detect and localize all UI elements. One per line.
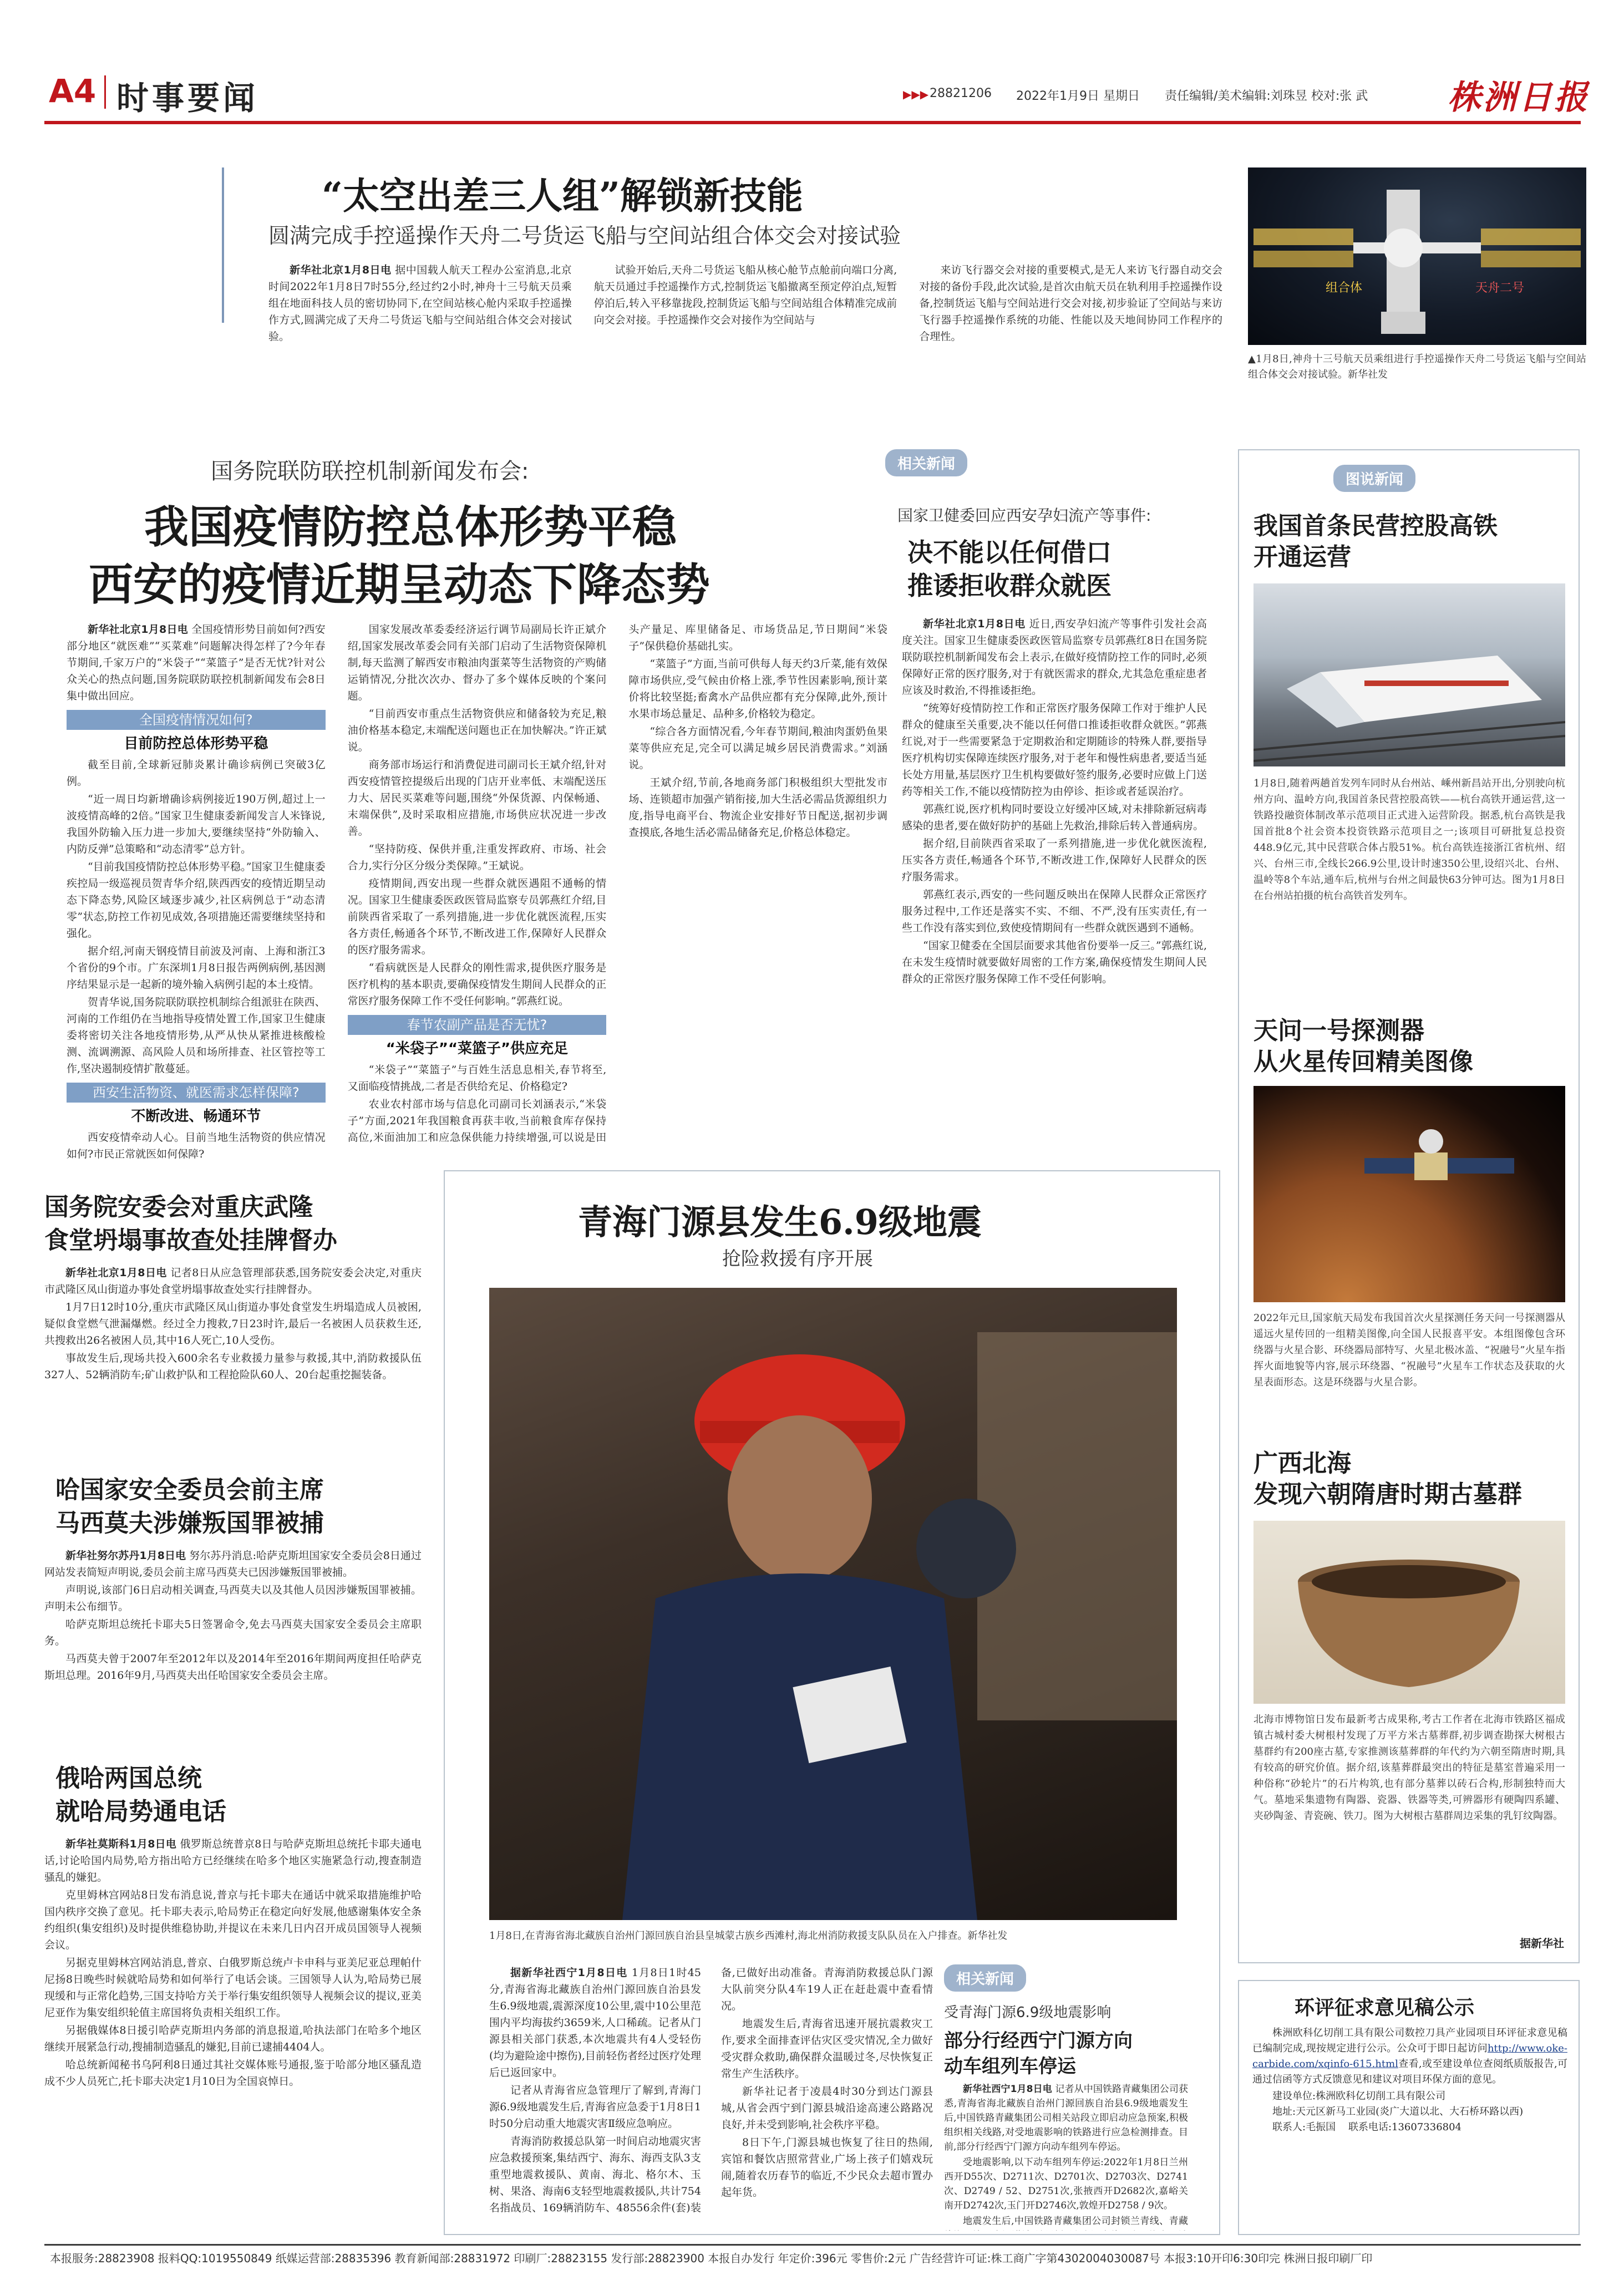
issue-date: 2022年1月9日 星期日 — [1016, 89, 1140, 103]
covid-p8: 国家发展改革委委经济运行调节局副局长许正斌介绍,国家发展改革委会同有关部门启动了生活物资保障机制,每天监测了解西安市粮油肉蛋菜等生活物资的产购储运销情况,分批次次办、督办了多个媒体反映的个案问题。 — [347, 623, 607, 702]
phone-icon: ▶▶▶ — [903, 88, 929, 101]
related1-p1: 近日,西安孕妇流产等事件引发社会高度关注。国家卫生健康委医政医管局监察专员郭燕红8日在国务院联防联控机制新闻发布会上表示,在做好疫情防控工作的同时,必须保障好正常的医疗服务,对于有就医需求的群众,尤其急危重症患者应该及时救治,不得推诿拒绝。 — [902, 618, 1207, 697]
related2-p2: 受地震影响,以下动车组列车停运:2022年1月8日兰州西开D55次、D2711次、D2701次、D2703次、D2741次、D2749 / 52、D2751次,张掖西开D2682次,嘉峪关南开D2742次,玉门开D2746次,敦煌开D2758 / 9次。 — [944, 2157, 1188, 2211]
quake-dateline: 据新华社西宁1月8日电 — [510, 1967, 628, 1979]
train-drawing — [1253, 583, 1565, 766]
quake-p1: 1月8日1时45分,青海省海北藏族自治州门源回族自治县发生6.9级地震,震源深度10公里,震中10公里范围内平均海拔约3659米,人口稀疏。记者从门源县相关部门获悉,本次地震共有4人受轻伤(均为避险途中擦伤),目前轻伤者经过医疗处理后已返回家中。 — [489, 1967, 701, 2079]
covid-p17: “综合各方面情况看,今年春节期间,粮油肉蛋奶鱼果菜等供应充足,完全可以满足城乡居民消费需求。”刘涵说。 — [628, 725, 887, 771]
pottery-photo — [1253, 1521, 1565, 1704]
notice-body — [1252, 2025, 1567, 2135]
covid-headline-1: 我国疫情防控总体形势平稳 — [144, 501, 677, 553]
mars-caption: 2022年元旦,国家航天局发布我国首次火星探测任务天问一号探测器从遥远火星传回的一组精美图像,向全国人民报喜平安。本组图像包含环绕器与火星合影、环绕器局部特写、火星北极冰盖、“祝融号”火星车指挥火面地貌等内容,展示环绕器、“祝融号”火星车工作状态及获取的火星表面形态。这是环绕器与火星合影。 — [1253, 1312, 1565, 1388]
space-station-photo — [1248, 167, 1586, 345]
covid-p18: 王斌介绍,节前,各地商务部门积极组织大型批发市场、连锁超市加强产销衔接,加大生活必需品货源组织力度,指导电商平台、物流企业安排好节日配送,据初步调查摸底,各地生活必需品储备充足,价格总体稳定。 — [628, 776, 887, 839]
quake-body — [489, 1964, 933, 2225]
related1-body — [902, 616, 1207, 1165]
related1-p2: “统筹好疫情防控工作和正常医疗服务保障工作对于维护人民群众的健康至关重要,决不能以任何借口推诿拒收群众就医。”郭燕红说,对于一些需要紧急于定期救治和定期随诊的特殊人群,要指导医疗机构切实保障连续医疗服务,对于老年和慢性病患者,要适当延长处方用量,基层医疗卫生机构要做好签约服务,必要时应做上门送药等相关工作,不能以疫情防控为由停诊、拒诊或者延误治疗。 — [902, 702, 1207, 798]
newspaper-logo: 株洲日报 — [1448, 78, 1590, 117]
related2-headline-1: 部分行经西宁门源方向 — [944, 2030, 1133, 2052]
notice-contact-2: 地址:天元区新马工业园(炎广大道以北、大石桥环路以西) — [1272, 2106, 1524, 2117]
orbiter-drawing — [1253, 1086, 1565, 1302]
photo-news-tag: 图说新闻 — [1333, 465, 1415, 492]
related2-headline-2: 动车组列车停运 — [944, 2055, 1076, 2078]
safety-story — [44, 1187, 422, 1420]
quake-p3: 青海消防救援总队第一时间启动地震灾害应急救援预案,集结西宁、海东、海西支队3支重型地震救援队、黄南、海北、格尔木、玉树、果洛、海南6支轻型地震救援队,共计754名指战员、169辆消防车、48556余件(套)装备,已做好出动准备。青海消防救援总队门源大队前突分队4车19人正在赶赴震中查看情况。 — [489, 1967, 933, 2214]
russia-p4: 另据俄媒体8日援引哈萨克斯坦内务部的消息报道,哈执法部门在哈多个地区继续开展紧急行动,搜捕制造骚乱的嫌犯,目前已逮捕4404人。 — [44, 2024, 422, 2053]
quake-p2: 记者从青海省应急管理厅了解到,青海门源6.9级地震发生后,青海省应急委于1月8日1时50分启动重大地震灾害Ⅱ级应急响应。 — [489, 2084, 701, 2130]
quake-p6: 8日下午,门源县城也恢复了往日的热闹,宾馆和餐饮店照常营业,广场上孩子们嬉戏玩闹,随着农历春节的临近,不少民众去超市置办起年货。 — [721, 2136, 933, 2198]
russia-p2: 克里姆林宫网站8日发布消息说,普京与托卡耶夫在通话中就采取措施维护哈国内秩序交换了意见。托卡耶夫表示,哈局势正在稳定向好发展,他感谢集体安全条约组织(集安组织)及时提供维稳协助,并提议在未来几日内召开成员国领导人视频会议。 — [44, 1889, 422, 1951]
quake-subtitle: 抢险救援有序开展 — [722, 1248, 873, 1270]
covid-body — [67, 621, 887, 1165]
russia-headline-1: 俄哈两国总统 — [55, 1764, 202, 1792]
notice-p1: 株洲欧科亿切削工具有限公司数控刀具产业园项目环评征求意见稿已编制完成,现按规定进行公示。公众可于即日起访问 — [1252, 2027, 1567, 2054]
related1-dateline: 新华社北京1月8日电 — [923, 618, 1026, 630]
railway-photo — [1253, 583, 1565, 766]
pottery-drawing — [1253, 1521, 1565, 1704]
safety-headline-2: 食堂坍塌事故查处挂牌督办 — [44, 1226, 337, 1255]
space-dateline: 新华社北京1月8日电 — [290, 264, 392, 276]
footer-rule — [44, 2244, 1581, 2246]
space-headline: “太空出差三人组”解锁新技能 — [322, 174, 803, 217]
covid-p6: 贺青华说,国务院联防联控机制综合组派驻在陕西、河南的工作组仍在当地指导疫情处置工作,国家卫生健康委将密切关注各地疫情形势,从严从快从紧推进核酸检测、流调溯源、高风险人员和场所排查、社区管控等工作,坚决遏制疫情扩散蔓延。 — [67, 996, 326, 1075]
space-col3: 来访飞行器交会对接的重要模式,是无人来访飞行器自动交会对接的备份手段,此次试验,是首次由航天员在轨利用手控遥操作设备,控制货运飞船与空间站进行交会对接,初步验证了空间站与来访飞行器手控遥操作系统的功能、性能以及天地间协同工作程序的合理性。 — [919, 264, 1222, 343]
notice-contact-4: 联系电话:13607336804 — [1348, 2121, 1462, 2133]
notice-contact-1: 建设单位:株洲欧科亿切削工具有限公司 — [1272, 2090, 1446, 2102]
covid-kicker: 国务院联防联控机制新闻发布会: — [211, 459, 529, 484]
related1-kicker: 国家卫健委回应西安孕妇流产等事件: — [897, 506, 1151, 525]
related1-headline-1: 决不能以任何借口 — [907, 537, 1112, 567]
covid-dateline: 新华社北京1月8日电 — [88, 623, 189, 636]
safety-p3: 事故发生后,现场共投入600余名专业救援力量参与救援,其中,消防救援队伍327人、52辆消防车;矿山救护队和工程抢险队60人、20台起重挖掘装备。 — [44, 1352, 422, 1381]
quake-p4: 地震发生后,青海省迅速开展抗震救灾工作,要求全面排查评估灾区受灾情况,全力做好受灾群众救助,确保群众温暖过冬,尽快恢复正常生产生活秩序。 — [721, 2018, 933, 2080]
safety-p1: 记者8日从应急管理部获悉,国务院安委会决定,对重庆市武隆区凤山街道办事处食堂坍塌事故查处实行挂牌督办。 — [44, 1267, 422, 1296]
photo-news-sidebar — [1238, 449, 1580, 1963]
covid-headline-2: 西安的疫情近期呈动态下降态势 — [89, 558, 710, 611]
related1-p4: 据介绍,目前陕西省采取了一系列措施,进一步优化就医流程,压实各方责任,畅通各个环节,不断改进工作,保障好人民群众的医疗服务需求。 — [902, 837, 1207, 883]
mars-headline-1: 天问一号探测器 — [1253, 1017, 1424, 1045]
kazakh-dateline: 新华社努尔苏丹1月8日电 — [65, 1550, 186, 1562]
notice-p1b: 查看,或至建设单位查阅纸质版报告,可通过信函等方式反馈意见和建议对项目环保方面的意见。 — [1252, 2058, 1567, 2085]
russia-headline-2: 就哈局势通电话 — [55, 1797, 226, 1826]
covid-p7: 西安疫情牵动人心。目前当地生活物资的供应情况如何?市民正常就医如何保障? — [67, 1131, 326, 1160]
safety-p2: 1月7日12时10分,重庆市武隆区凤山街道办事处食堂发生坍塌造成人员被困,疑似食堂燃气泄漏爆燃。经过全力搜救,7日23时许,最后一名被困人员获救生还,共搜救出26名被困人员,其中16人死亡,10人受伤。 — [44, 1301, 422, 1347]
safety-dateline: 新华社北京1月8日电 — [65, 1267, 167, 1279]
covid-p15: 农业农村部市场与信息化司副司长刘涵表示,“米袋子”方面,2021年我国粮食再获丰收,当前粮食库存保持高位,米面油加工和应急保供能力持续增强,可以说是田头产量足、库里储备足、市场货品足,节日期间“米袋子”保供稳价基础扎实。 — [347, 623, 887, 1144]
kazakh-p2: 声明说,该部门6日启动相关调查,马西莫夫以及其他人员因涉嫌叛国罪被捕。声明未公布细节。 — [44, 1584, 422, 1613]
covid-box-3: 春节农副产品是否无忧? — [348, 1015, 607, 1035]
covid-p1: 全国疫情形势目前如何?西安部分地区“就医难”“买菜难”问题解决得怎样了?今年春节期间,千家万户的“米袋子”“菜篮子”是否无忧?针对公众关心的热点问题,国务院联防联控机制新闻发布会8日集中做出回应。 — [67, 623, 326, 702]
space-station-drawing — [1248, 167, 1586, 345]
eia-notice — [1238, 1980, 1580, 2235]
russia-p1: 俄罗斯总统普京8日与哈萨克斯坦总统托卡耶夫通电话,讨论哈国内局势,哈方指出哈方已经继续在哈多个地区实施紧急行动,搜查制造骚乱的嫌犯。 — [44, 1838, 422, 1883]
rescuer-drawing — [489, 1288, 1177, 1920]
russia-body — [44, 1836, 422, 2224]
kazakh-p3: 哈萨克斯坦总统托卡耶夫5日签署命令,免去马西莫夫国家安全委员会主席职务。 — [44, 1618, 422, 1647]
covid-p16: “菜篮子”方面,当前可供每人每天约3斤菜,能有效保障市场供应,受气候由价格上涨,季节性因素影响,预计菜价将比较坚挺;畜禽水产品供应都有充分保障,此外,预计水果市场总量足、品种多,价格较为稳定。 — [628, 658, 887, 720]
quake-photo — [489, 1288, 1177, 1920]
label-combo: 组合体 — [1326, 281, 1363, 295]
related1-headline-2: 推诿拒收群众就医 — [907, 571, 1112, 601]
label-tianzhou: 天舟二号 — [1475, 281, 1525, 295]
kazakh-headline-2: 马西莫夫涉嫌叛国罪被捕 — [55, 1509, 324, 1537]
notice-contact-3: 联系人:毛振国 — [1272, 2121, 1336, 2133]
quake-caption: 1月8日,在青海省海北藏族自治州门源回族自治县皇城蒙古族乡西滩村,海北州消防救援支队队员在入户排查。新华社发 — [489, 1930, 1008, 1942]
related2-dateline: 新华社西宁1月8日电 — [963, 2084, 1052, 2095]
covid-story — [44, 444, 896, 1170]
covid-p14: “米袋子”“菜篮子”与百姓生活息息相关,春节将至,又面临疫情挑战,二者是否供给充足、价格稳定? — [347, 1064, 607, 1093]
masthead — [0, 0, 1624, 128]
related1-p5: 郭燕红表示,西安的一些问题反映出在保障人民群众正常医疗服务过程中,工作还是落实不实、不细、不严,没有压实责任,有一些工作没有落实到位,致使疫情期间有一些群众就医遇到不通畅。 — [902, 888, 1207, 934]
railway-headline-1: 我国首条民营控股高铁 — [1253, 512, 1498, 540]
kazakh-story — [44, 1470, 422, 1764]
railway-caption: 1月8日,随着两趟首发列车同时从台州站、嵊州新昌站开出,分别驶向杭州方向、温岭方向,我国首条民营控股高铁——杭台高铁开通运营,这一铁路投融资体制改革示范项目正式进入运营阶段。据悉,杭台高铁是我国首批8个社会资本投资铁路示范项目之一;该项目可研批复总投资448.9亿元,其中民营联合体占股51%。杭台高铁连接浙江省杭州、绍兴、台州三市,全线长266.9公里,设计时速350公里,设绍兴北、台州、温岭等8个车站,通车后,杭州与台州之间最快63分钟可达。图为1月8日在台州站拍摄的杭台高铁首发列车。 — [1253, 778, 1565, 902]
kazakh-headline-1: 哈国家安全委员会前主席 — [55, 1476, 324, 1504]
notice-title: 环评征求意见稿公示 — [1295, 1996, 1475, 2019]
space-body — [268, 262, 1222, 428]
quake-story — [444, 1170, 1220, 2235]
section-name: 时事要闻 — [116, 79, 259, 117]
kazakh-p1: 努尔苏丹消息:哈萨克斯坦国家安全委员会8日通过网站发表简短声明说,委员会前主席马西莫夫已因涉嫌叛国罪被捕。 — [44, 1550, 422, 1578]
related-tag-1: 相关新闻 — [885, 449, 967, 476]
phone-number: 28821206 — [930, 87, 992, 100]
tomb-headline-2: 发现六朝隋唐时期古墓群 — [1253, 1480, 1522, 1509]
covid-sub-2: 不断改进、畅通环节 — [131, 1108, 261, 1125]
space-caption: ▲1月8日,神舟十三号航天员乘组进行手控遥操作天舟二号货运飞船与空间站组合体交会对接试验。新华社发 — [1248, 353, 1586, 380]
related-tag-2: 相关新闻 — [944, 1964, 1026, 1992]
related-news-1 — [885, 449, 1218, 1165]
covid-p5: 据介绍,河南天钢疫情目前波及河南、上海和浙江3个省份的9个市。广东深圳1月8日报告两例病例,基因测序结果显示是一起新的境外输入病例引起的本土疫情。 — [67, 945, 326, 991]
covid-p10: 商务部市场运行和消费促进司副司长王斌介绍,针对西安疫情管控提级后出现的门店开业率低、末端配送压力大、居民买菜难等问题,围绕“外保货源、内保畅通、末端保供”,及时采取相应措施,市场供应状况进一步改善。 — [347, 759, 607, 837]
quake-headline: 青海门源县发生6.9级地震 — [578, 1202, 982, 1242]
masthead-rule — [44, 121, 1581, 124]
related1-p6: “国家卫健委在全国层面要求其他省份要举一反三。”郭燕红说,在未发生疫情时就要做好周密的工作方案,确保疫情发生期间人民群众的正常医疗服务保障工作不受任何影响。 — [902, 940, 1207, 985]
covid-p2: 截至目前,全球新冠肺炎累计确诊病例已突破3亿例。 — [67, 759, 326, 788]
space-story — [222, 145, 1586, 445]
space-subtitle: 圆满完成手控遥操作天舟二号货运飞船与空间站组合体交会对接试验 — [268, 224, 901, 248]
covid-sub-1: 目前防控总体形势平稳 — [124, 735, 268, 752]
mars-photo — [1253, 1086, 1565, 1302]
covid-p3: “近一周日均新增确诊病例接近190万例,超过上一波疫情高峰的2倍。”国家卫生健康委新闻发言人米锋说,我国外防输入压力进一步加大,要继续坚持“外防输入、内防反弹”总策略和“动态清零”总方针。 — [67, 793, 326, 855]
related1-p3: 郭燕红说,医疗机构同时要设立好缓冲区域,对未排除新冠病毒感染的患者,要在做好防护的基础上先救治,排除后转入普通病房。 — [902, 803, 1207, 832]
space-col1: 据中国载人航天工程办公室消息,北京时间2022年1月8日7时55分,经过约2小时,神舟十三号航天员乘组在地面科技人员的密切协同下,在空间站核心舱内采取手控遥操作方式,圆满完成了天舟二号货运飞船与空间站组合体交会对接试验。 — [268, 264, 572, 343]
masthead-divider — [104, 75, 106, 109]
covid-p13: “看病就医是人民群众的刚性需求,提供医疗服务是医疗机构的基本职责,要确保疫情发生期间人民群众的正常医疗服务保障工作不受任何影响。”郭燕红说。 — [347, 962, 607, 1007]
editors: 责任编辑/美术编辑:刘珠昱 校对:张 武 — [1165, 89, 1368, 103]
page-code: A4 — [49, 72, 97, 110]
quake-p5: 新华社记者于凌晨4时30分到达门源县城,从省会西宁到门源县城沿途高速公路路况良好,并未受到影响,社会秩序平稳。 — [721, 2085, 933, 2131]
russia-p5: 哈总统新闻秘书乌阿利8日通过其社交媒体账号通报,鉴于哈部分地区骚乱造成不少人员死亡,托卡耶夫决定1月10日为全国哀悼日。 — [44, 2059, 422, 2088]
space-left-rule — [222, 167, 224, 323]
notice-link[interactable]: http://www.oke-carbide.com/xqinfo-615.html — [1252, 2043, 1567, 2070]
kazakh-p4: 马西莫夫曾于2007年至2012年以及2014年至2016年期间两度担任哈萨克斯坦总理。2016年9月,马西莫夫出任哈国家安全委员会主席。 — [44, 1653, 422, 1682]
related2-body — [944, 2082, 1188, 2231]
covid-box-1: 全国疫情情况如何? — [67, 710, 326, 730]
russia-p3: 另据克里姆林宫网站消息,普京、白俄罗斯总统卢卡申科与亚美尼亚总理帕什尼扬8日晚些时候就哈局势和如何举行了电话会谈。三国领导人认为,哈局势已展现缓和与正常化趋势,三国支持哈方关于举行集安组织领导人视频会议的提议,亚美尼亚作为集安组织轮值主席国将负责相关组织工作。 — [44, 1957, 422, 2019]
footer-info: 本报服务:28823908 报料QQ:1019550849 纸媒运营部:28835396 教育新闻部:28831972 印刷厂:28823155 发行部:28823900 本报自办发行 年定价:396元 零售价:2元 广告经营许可证:株工商广字第4302004030087号 本报3:10开印6:30印完 株洲日报印刷厂印 — [50, 2252, 1373, 2265]
tomb-headline-1: 广西北海 — [1253, 1449, 1351, 1477]
covid-p12: 疫情期间,西安出现一些群众就医遇阻不通畅的情况。国家卫生健康委医政医管局监察专员郭燕红介绍,目前陕西省采取了一系列措施,进一步优化就医流程,压实各方责任,畅通各个环节,不断改进工作,保障好人民群众的医疗服务需求。 — [347, 877, 607, 956]
russia-story — [44, 1758, 422, 2224]
tomb-caption: 北海市博物馆日发布最新考古成果称,考古工作者在北海市铁路区福成镇古城村委大树根村发现了万平方米古墓葬群,初步调查勘探大树根古墓群约有200座古墓,专家推测该墓葬群的年代约为六朝至隋唐时期,具有较高的研究价值。据介绍,该墓葬群最突出的特征是墓室普遍采用一种俗称“砂轮片”的石片构筑,也有部分墓葬以砖石合构,形制独特而大气。墓地采集遗物有陶器、瓷器、铁器等类,可辨器形有硬陶四系罐、夹砂陶釜、青瓷碗、铁刀。图为大树根古墓群周边采集的乳钉纹陶器。 — [1253, 1714, 1565, 1822]
railway-headline-2: 开通运营 — [1253, 543, 1351, 571]
related2-p1: 记者从中国铁路青藏集团公司获悉,青海省海北藏族自治州门源回族自治县6.9级地震发生后,中国铁路青藏集团公司相关站段立即启动应急预案,积极组织相关线路,对受地震影响的铁路进行应急检测排查。目前,部分行经西宁门源方向动车组列车停运。 — [944, 2084, 1188, 2152]
related2-kicker: 受青海门源6.9级地震影响 — [944, 2004, 1112, 2021]
covid-box-2: 西安生活物资、就医需求怎样保障? — [67, 1083, 326, 1103]
covid-p11: “坚持防疫、保供并重,注重发挥政府、市场、社会合力,实行分区分级分类保障。”王斌说。 — [347, 843, 607, 872]
safety-body — [44, 1265, 422, 1420]
mars-headline-2: 从火星传回精美图像 — [1253, 1048, 1473, 1076]
covid-p4: “目前我国疫情防控总体形势平稳。”国家卫生健康委疾控局一级巡视员贺青华介绍,陕西西安的疫情近期呈动态下降态势,风险区域逐步减少,社区病例总于“动态清零”状态,防控工作初见成效,各项措施还需要继续坚持和强化。 — [67, 861, 326, 940]
related2-p3: 地震发生后,中国铁路青藏集团公司封锁兰青线、青藏 — [963, 2216, 1188, 2227]
related-news-2 — [944, 1964, 1188, 2231]
tomb-credit: 据新华社 — [1520, 1937, 1564, 1950]
russia-dateline: 新华社莫斯科1月8日电 — [65, 1838, 177, 1850]
covid-p9: “目前西安市重点生活物资供应和储备较为充足,粮油价格基本稳定,末端配送问题也正在加快解决。”许正斌说。 — [347, 708, 607, 753]
covid-sub-3: “米袋子”“菜篮子”供应充足 — [385, 1040, 569, 1057]
space-col2: 试验开始后,天舟二号货运飞船从核心舱节点舱前向端口分离,航天员通过手控遥操作方式,控制货运飞船撤离至预定停泊点,短暂停泊后,转入平移靠拢段,控制货运飞船与空间站组合体精准完成前向交会对接。手控遥操作交会对接作为空间站与 — [593, 264, 897, 326]
kazakh-body — [44, 1547, 422, 1764]
safety-headline-1: 国务院安委会对重庆武隆 — [44, 1193, 313, 1221]
